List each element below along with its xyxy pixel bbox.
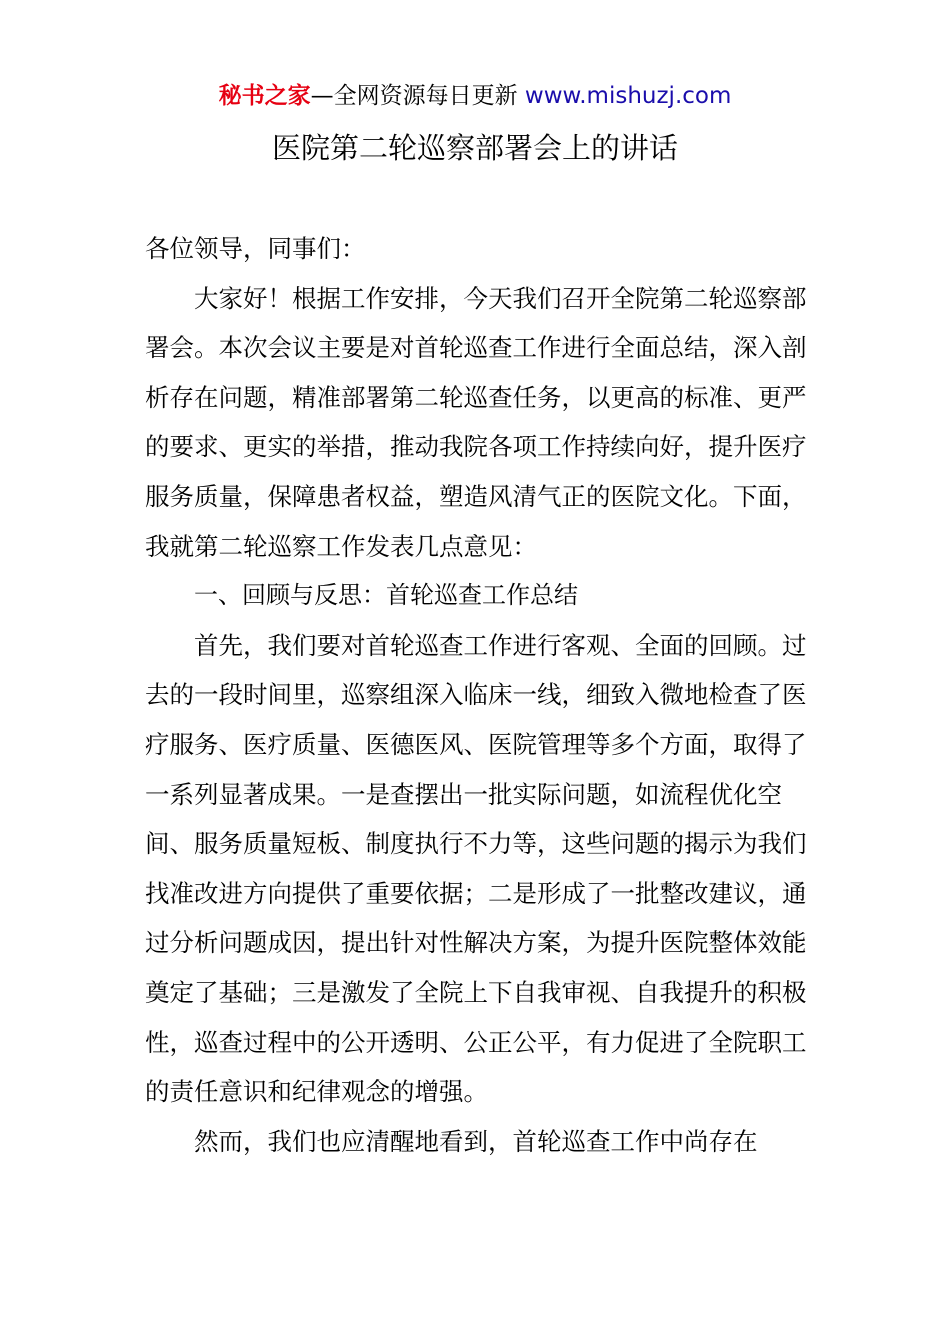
document-title: 医院第二轮巡察部署会上的讲话 [271, 131, 678, 165]
paragraph-intro: 大家好！根据工作安排，今天我们召开全院第二轮巡察部署会。本次会议主要是对首轮巡查工作进行全面总结，深入剖析存在问题，精准部署第二轮巡查任务，以更高的标准、更严的要求、更实的举措，推动我院各项工作持续向好，提升医疗服务质量，保障患者权益，塑造风清气正的医院文化。下面，我就第二轮巡察工作发表几点意见： [145, 283, 807, 561]
section-heading: 一、回顾与反思：首轮巡查工作总结 [194, 581, 578, 610]
site-header [0, 80, 950, 112]
document-body [145, 224, 825, 1166]
paragraph-however: 然而，我们也应清醒地看到，首轮巡查工作中尚存在 [194, 1126, 758, 1156]
site-tagline: —全网资源每日更新 [310, 83, 525, 109]
brand-name: 秘书之家 [218, 83, 311, 109]
site-url-link[interactable]: www.mishuzj.com [524, 83, 732, 109]
salutation: 各位领导，同事们： [145, 234, 366, 263]
paragraph-review: 首先，我们要对首轮巡查工作进行客观、全面的回顾。过去的一段时间里，巡察组深入临床一线，细致入微地检查了医疗服务、医疗质量、医德医风、医院管理等多个方面，取得了一系列显著成果。一是查摆出一批实际问题，如流程优化空间、服务质量短板、制度执行不力等，这些问题的揭示为我们找准改进方向提供了重要依据；二是形成了一批整改建议，通过分析问题成因，提出针对性解决方案，为提升医院整体效能奠定了基础；三是激发了全院上下自我审视、自我提升的积极性，巡查过程中的公开透明、公正公平，有力促进了全院职工的责任意识和纪律观念的增强。 [145, 630, 807, 1107]
